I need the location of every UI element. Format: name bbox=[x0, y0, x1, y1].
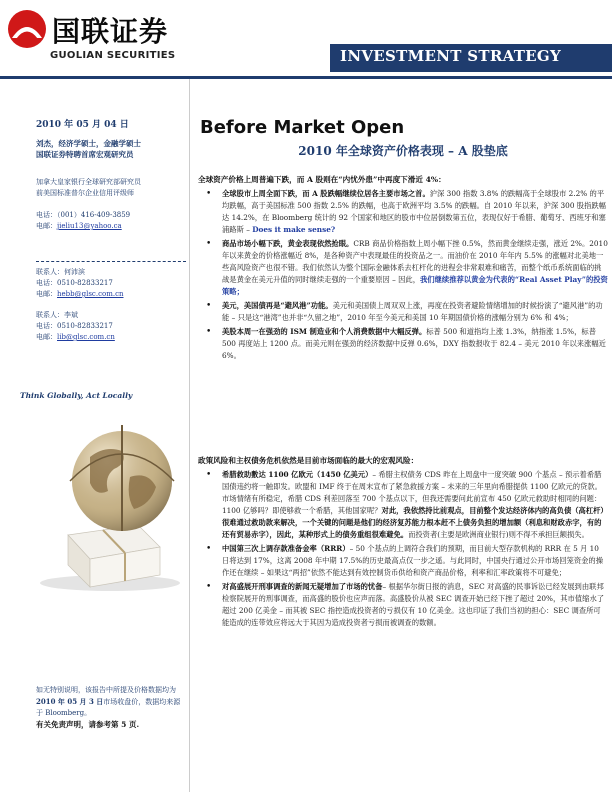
bullet-item: • 全球股市上周全面下跌，而 A 股跌幅继续位居各主要市场之首。沪深 300 指数 3.8% 的跌幅高于全球股市 2.2% 的平均跌幅，高于美国标准 500 指数 2.5% 的跌幅，也高于欧洲平均 3.5% 的跌幅。自 2010 年以来，沪深 300 股指跌幅达 14.2%，在 Bloomberg 统计的 92 个国家和地区的股市中位居倒数第五位，表现仅好于希腊、葡萄牙、西班牙和塞浦路斯 – Does it make sense? bbox=[198, 188, 608, 236]
globe-parcel-illustration-icon bbox=[10, 407, 186, 597]
contact-email-link[interactable]: lib@glsc.com.cn bbox=[57, 333, 115, 341]
author-credentials bbox=[36, 177, 186, 232]
contact-name: 何沛滨 bbox=[64, 268, 85, 276]
page-subtitle: 2010 年全球资产价格表现 – A 股垫底 bbox=[298, 144, 508, 158]
data-date: 2010 年 05 月 3 日 bbox=[36, 697, 104, 706]
section-asset-prices bbox=[198, 174, 608, 362]
logo-chinese-name: 国联证券 bbox=[52, 15, 169, 48]
report-date: 2010 年 05 月 04 日 bbox=[36, 120, 129, 130]
credential-line: 加拿大皇家银行全球研究部研究员 bbox=[36, 178, 141, 186]
bullet-item: • 中国第三次上调存款准备金率（RRR）– 50 个基点的上调符合我们的预期，而目前大型存款机构的 RRR 在 5 月 10 日将达到 17%，这离 2008 年中期 17.5%的历史最高点仅一步之遥。与此同时，中国央行通过公开市场回笼资金的操作还在继续 – 如果这“两招”依然不能达到有效控制货币供给和资产商品价格，利率和汇率政策将不可避免； bbox=[198, 543, 608, 579]
credential-line: 前美国标准普尔企业信用评级师 bbox=[36, 189, 134, 197]
section-heading: 政策风险和主权债务危机依然是目前市场面临的最大的宏观风险： bbox=[198, 456, 419, 465]
contact-block-2: 联系人：李斌 电话：0510-82833217 电邮：lib@glsc.com.cn bbox=[36, 311, 115, 341]
report-type-title: INVESTMENT STRATEGY bbox=[340, 47, 562, 65]
contact-phone: 0510-82833217 bbox=[57, 322, 113, 330]
section-heading: 全球资产价格上周普遍下跌，而 A 股则在“内忧外患”中再度下滑近 4%： bbox=[198, 175, 446, 184]
data-source-note: 如无特别说明，该报告中所提及价格数据均为2010 年 05 月 3 日市场收盘价，数据均来源于 Bloomberg。 bbox=[36, 686, 181, 717]
report-header bbox=[0, 0, 612, 76]
bullet-item: • 希腊救助數达 1100 亿欧元（1450 亿美元）– 希腊主权债务 CDS 昨在上周盘中一度突破 900 个基点 – 预示着希腊国债违约将一触即发。欧盟和 IMF 终于在周末宣布了紧急救援方案 – 未来的三年里向希腊提供 1100 亿欧元的贷款。市场情绪有所稳定，希腊 CDS 利差回落至 700 个基点以下，但我还需要问此前宣布 450 亿欧元救助时相同的问题：1100 亿够吗？即使够救一个希腊，其他国家呢？对此，我依然持比前观点，目前整个发达经济体内的高负债（高杠杆）很难通过救助款来解决，一个关键的问题是他们的经济复苏能力根本赶不上债务负担的增加额（利息和财政赤字，有的还有贸易赤字），因此，某种形式上的债务重组很难避免。而投资者(主要是欧洲商业银行)则不得不承担巨额损失。 bbox=[198, 469, 608, 541]
logo-english-name: GUOLIAN SECURITIES bbox=[50, 50, 176, 61]
page-title: Before Market Open bbox=[200, 117, 405, 138]
bullet-item: • 美元，美国债再是“避风港”功能。美元和美国债上周双双上涨，再度在投资者避险情绪增加的时候扮演了“避风港”的功能 – 只是这“港湾”也并非“久留之地”，2010 年至今美元和美国 10 年期国债价格的涨幅分别为 6% 和 4%； bbox=[198, 300, 608, 324]
bullet-item: • 对高盛展开刑事调查的新闻无疑增加了市场的忧备– 根据华尔街日报的消息，SEC 对高盛的民事诉讼已经发展到由联邦检察院展开的刑事调查，而高盛的股价也应声而落。高盛股价从被 SEC 调查开始已经下挫了超过 20%，其市值缩水了超过 200 亿美金 – 而其被 SEC 指控造成投资者的亏损仅有 10 亿美金。这也印证了我们当初的担心：SEC 调查所可能造成的连带效应将远大于其因为造成投资者亏损而被调查的数额。 bbox=[198, 581, 608, 629]
contact-phone: 0510-82833217 bbox=[57, 279, 113, 287]
bullet-item: • 商品市场小幅下跌，黄金表现依然抢眼。CRB 商品价格指数上周小幅下挫 0.5%，然而黄金继续走强，涨近 2%。2010 年以来黄金的价格涨幅近 8%，是各种资产中表现最佳的投资品之一。而油价在 2010 年年内 5.5% 的涨幅对北美地一些高风险资产也很不错。我们依然认为整个国际金融体系去杠杆化的进程会非常艰难和痛苦，而整个纸币系统面临的挑战是黄金在美元升值的同时继续走强的一个重要原因 – 因此，我们继续推荐以黄金为代表的“Real Asset Play”的投资策略； bbox=[198, 238, 608, 298]
author-role: 国联证券特聘首席宏观研究员 bbox=[36, 150, 134, 159]
author-name: 刘杰，经济学硕士，金融学硕士 bbox=[36, 139, 141, 148]
author-email: 电邮：jieliu13@yahoo.ca bbox=[36, 222, 122, 230]
contact-email-link[interactable]: hebb@glsc.com.cn bbox=[57, 290, 124, 298]
author-email-link[interactable]: jieliu13@yahoo.ca bbox=[57, 222, 122, 230]
disclaimer-note: 有关免责声明，请参考第 5 页. bbox=[36, 720, 140, 729]
author-phone: 电话：（001）416-409-3859 bbox=[36, 211, 131, 219]
guolian-logo-icon bbox=[6, 8, 48, 50]
section-policy-risk bbox=[198, 455, 608, 629]
sidebar bbox=[0, 79, 190, 792]
bullet-item: • 美股本周一在强劲的 ISM 制造业和个人消费数据中大幅反弹。标普 500 和道指均上涨 1.3%，纳指涨 1.5%，标普 500 再度站上 1200 点。而美元则在强劲的经济数据中反弹 0.6%，DXY 指数报收于 82.4 – 美元 2010 年以来涨幅近 6%。 bbox=[198, 326, 608, 362]
author-block bbox=[36, 138, 186, 160]
sidebar-divider bbox=[36, 261, 186, 262]
sidebar-motto: Think Globally, Act Locally bbox=[20, 391, 133, 400]
contact-block-1: 联系人：何沛滨 电话：0510-82833217 电邮：hebb@glsc.com.cn bbox=[36, 268, 124, 298]
contact-name: 李斌 bbox=[64, 311, 78, 319]
